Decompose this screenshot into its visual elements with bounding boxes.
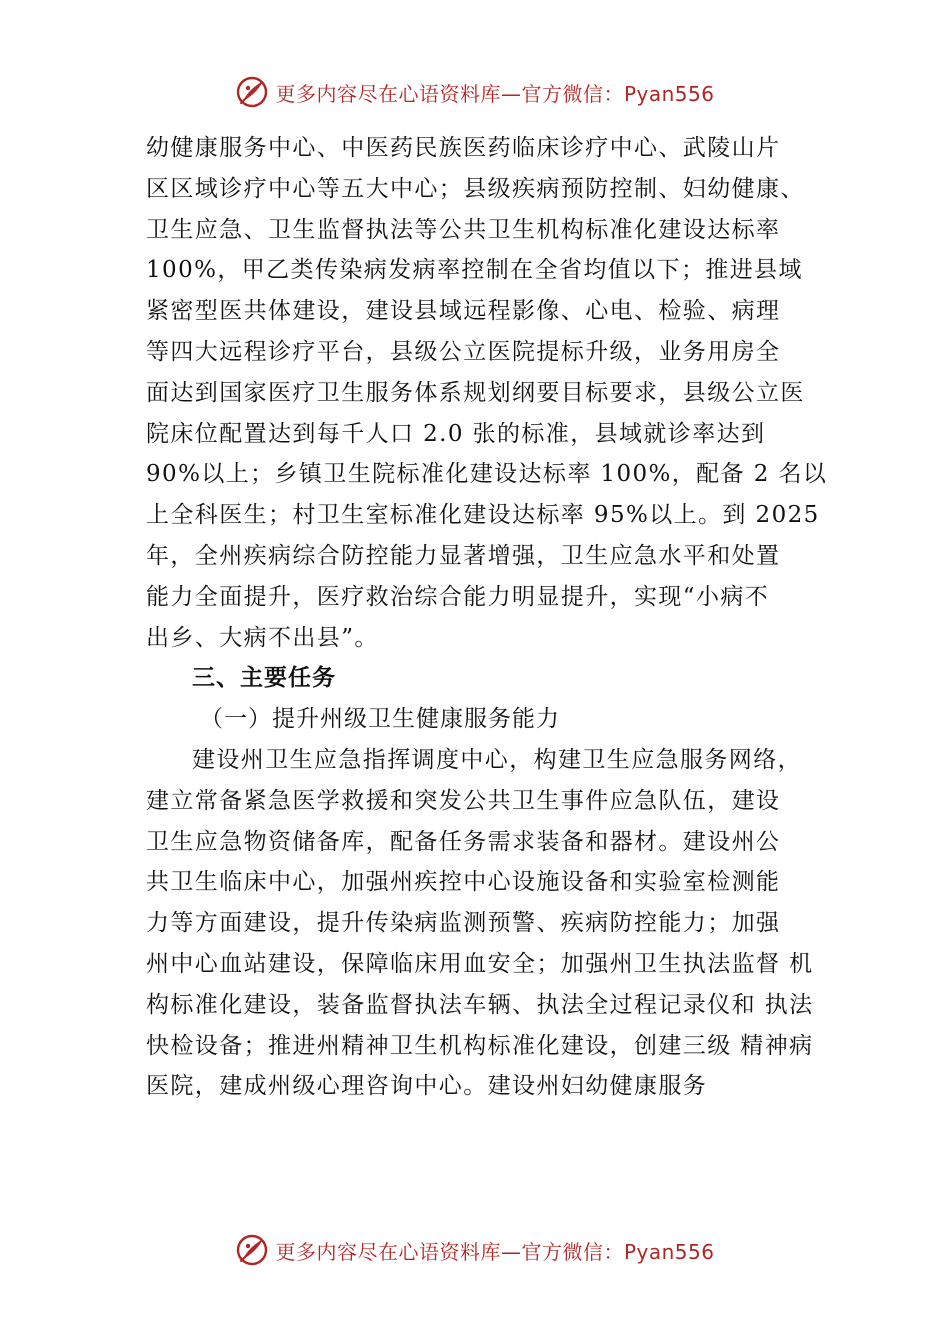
watermark-text: 更多内容尽在心语资料库—官方微信：Pyan556	[275, 1239, 715, 1264]
text-line: 90%以上；乡镇卫生院标准化建设达标率 100%，配备 2 名以	[146, 461, 828, 488]
text-line: 等四大远程诊疗平台，县级公立医院提标升级，业务用房全	[146, 338, 781, 365]
subsection-heading: （一）提升州级卫生健康服务能力	[200, 706, 560, 733]
text-line: 年，全州疾病综合防控能力显著增强，卫生应急水平和处置	[146, 542, 781, 569]
text-line: 区区域诊疗中心等五大中心；县级疾病预防控制、妇幼健康、	[146, 175, 805, 202]
text-line: 州中心血站建设，保障临床用血安全；加强州卫生执法监督 机	[146, 950, 814, 977]
section-heading: 三、主要任务	[192, 665, 336, 692]
text-line: 能力全面提升，医疗救治综合能力明显提升，实现“小病不	[146, 583, 770, 610]
text-line: 建立常备紧急医学救援和突发公共卫生事件应急队伍，建设	[146, 787, 781, 814]
text-line: 面达到国家医疗卫生服务体系规划纲要目标要求，县级公立医	[146, 379, 805, 406]
quill-pen-seal-icon	[235, 1233, 269, 1267]
text-line: 卫生应急物资储备库，配备任务需求装备和器材。建设州公	[146, 828, 781, 855]
footer-watermark	[0, 1230, 950, 1270]
text-line: 紧密型医共体建设，建设县域远程影像、心电、检验、病理	[146, 298, 781, 325]
text-line: 幼健康服务中心、中医药民族医药临床诊疗中心、武陵山片	[146, 135, 781, 161]
quill-pen-seal-icon	[235, 75, 269, 109]
document-body	[146, 128, 836, 1107]
text-line: 构标准化建设，装备监督执法车辆、执法全过程记录仪和 执法	[146, 991, 814, 1018]
watermark-text: 更多内容尽在心语资料库—官方微信：Pyan556	[275, 81, 715, 106]
text-line: 快检设备；推进州精神卫生机构标准化建设，创建三级 精神病	[146, 1032, 814, 1059]
text-line: 建设州卫生应急指挥调度中心，构建卫生应急服务网络，	[192, 746, 802, 773]
text-line: 力等方面建设，提升传染病监测预警、疾病防控能力；加强	[146, 910, 781, 937]
text-line: 100%，甲乙类传染病发病率控制在全省均值以下；推进县域	[146, 257, 803, 284]
text-line: 上全科医生；村卫生室标准化建设达标率 95%以上。到 2025	[146, 502, 820, 529]
text-line: 共卫生临床中心，加强州疾控中心设施设备和实验室检测能	[146, 869, 781, 896]
text-line: 卫生应急、卫生监督执法等公共卫生机构标准化建设达标率	[146, 216, 781, 243]
text-line: 医院，建成州级心理咨询中心。建设州妇幼健康服务	[146, 1073, 708, 1100]
header-watermark	[0, 72, 950, 112]
text-line: 出乡、大病不出县”。	[146, 624, 379, 651]
text-line: 院床位配置达到每千人口 2.0 张的标准，县域就诊率达到	[146, 420, 766, 447]
